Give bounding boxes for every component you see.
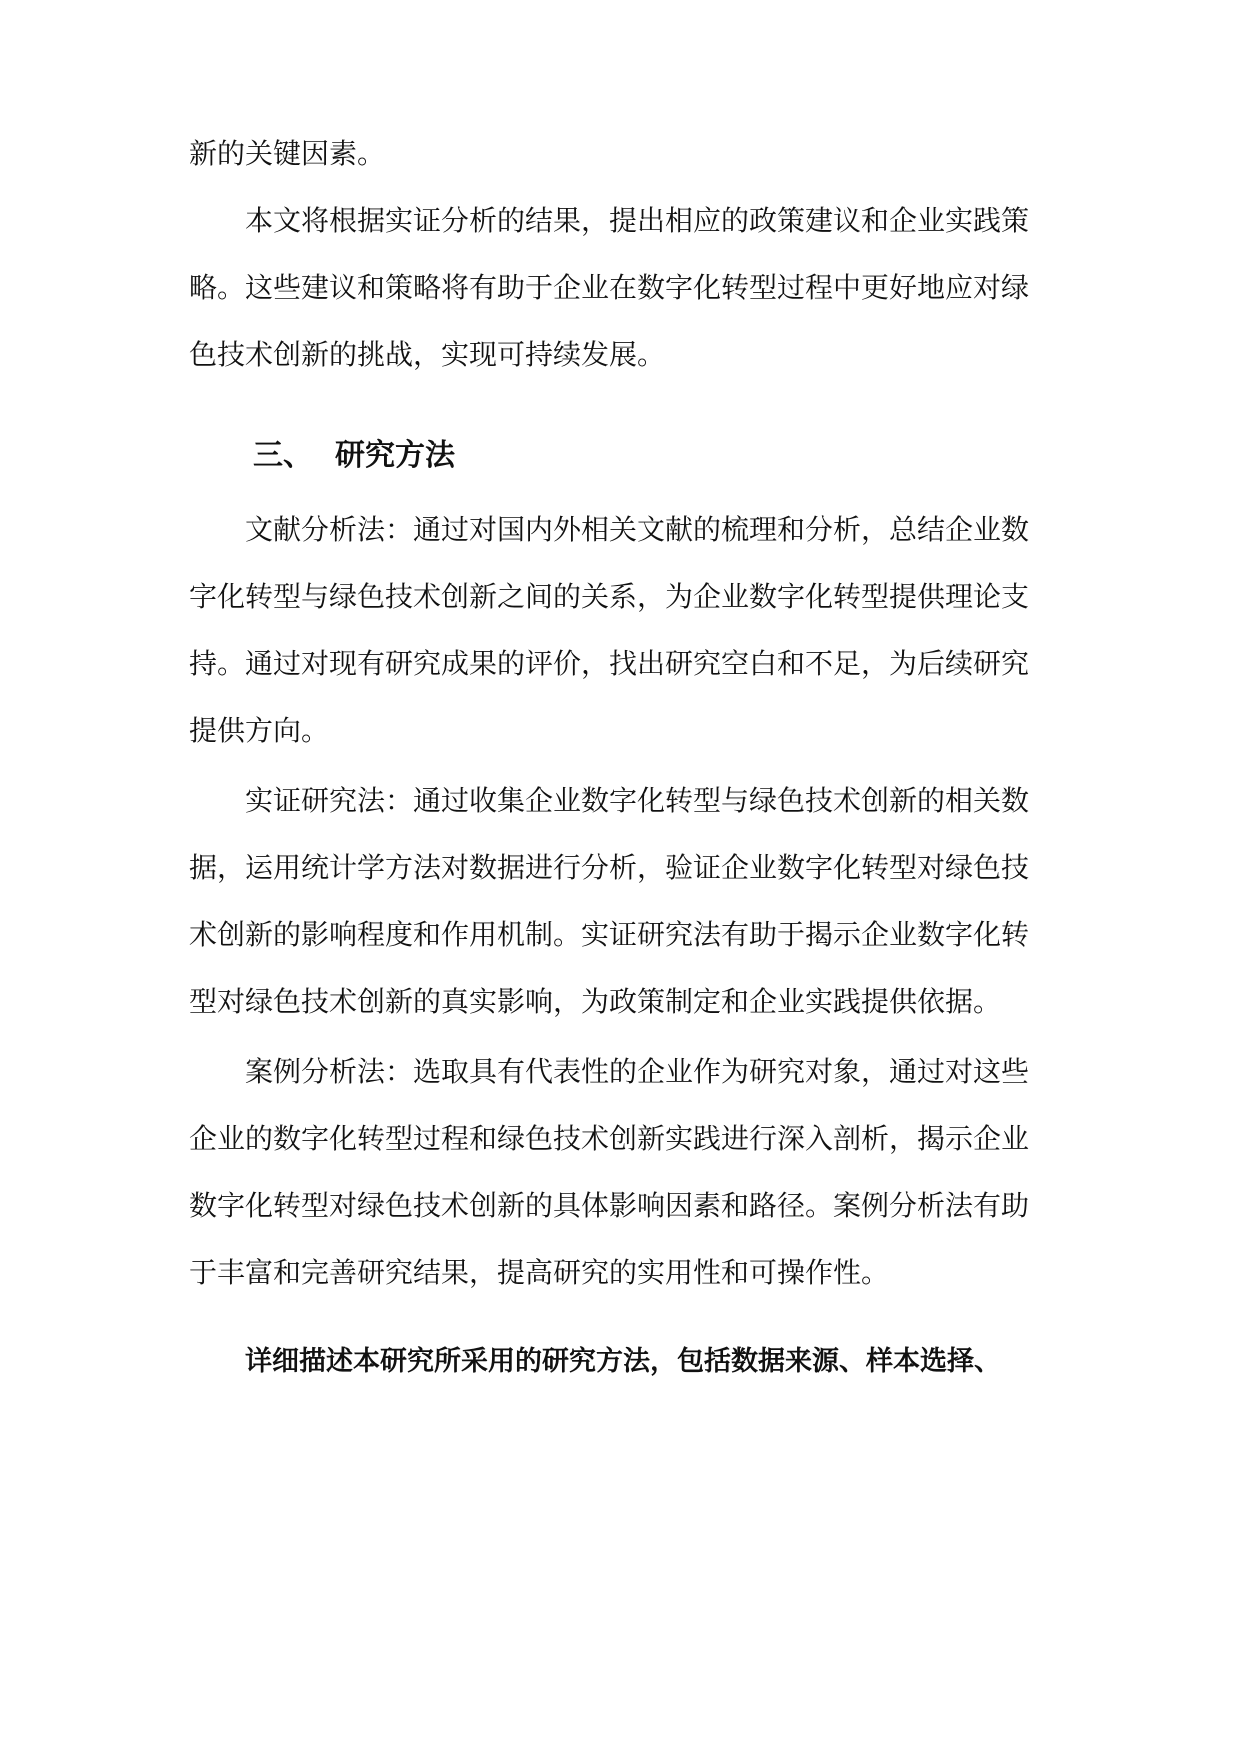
paragraph-line: 术创新的影响程度和作用机制。实证研究法有助于揭示企业数字化转 [189,918,1030,951]
paragraph-line: 新的关键因素。 [189,137,386,170]
section-number: 三、 [253,438,313,473]
bold-statement: 详细描述本研究所采用的研究方法，包括数据来源、样本选择、 [245,1346,1001,1377]
paragraph-line: 于丰富和完善研究结果，提高研究的实用性和可操作性。 [189,1256,890,1289]
paragraph-line: 实证研究法：通过收集企业数字化转型与绿色技术创新的相关数 [245,784,1030,817]
paragraph-line: 色技术创新的挑战，实现可持续发展。 [189,338,666,371]
paragraph-line: 持。通过对现有研究成果的评价，找出研究空白和不足，为后续研究 [189,647,1030,680]
paragraph-line: 数字化转型对绿色技术创新的具体影响因素和路径。案例分析法有助 [189,1189,1030,1222]
paragraph-line: 提供方向。 [189,714,330,747]
section-heading [253,435,953,477]
section-title: 研究方法 [335,438,455,473]
paragraph-line: 据，运用统计学方法对数据进行分析，验证企业数字化转型对绿色技 [189,851,1030,884]
paragraph-line: 案例分析法：选取具有代表性的企业作为研究对象，通过对这些 [245,1055,1030,1088]
paragraph-line: 企业的数字化转型过程和绿色技术创新实践进行深入剖析，揭示企业 [189,1122,1030,1155]
paragraph-line: 本文将根据实证分析的结果，提出相应的政策建议和企业实践策 [245,204,1030,237]
paragraph-line: 型对绿色技术创新的真实影响，为政策制定和企业实践提供依据。 [189,985,1002,1018]
paragraph-line: 文献分析法：通过对国内外相关文献的梳理和分析，总结企业数 [245,513,1030,546]
paragraph-line: 字化转型与绿色技术创新之间的关系，为企业数字化转型提供理论支 [189,580,1030,613]
paragraph-line: 略。这些建议和策略将有助于企业在数字化转型过程中更好地应对绿 [189,271,1030,304]
